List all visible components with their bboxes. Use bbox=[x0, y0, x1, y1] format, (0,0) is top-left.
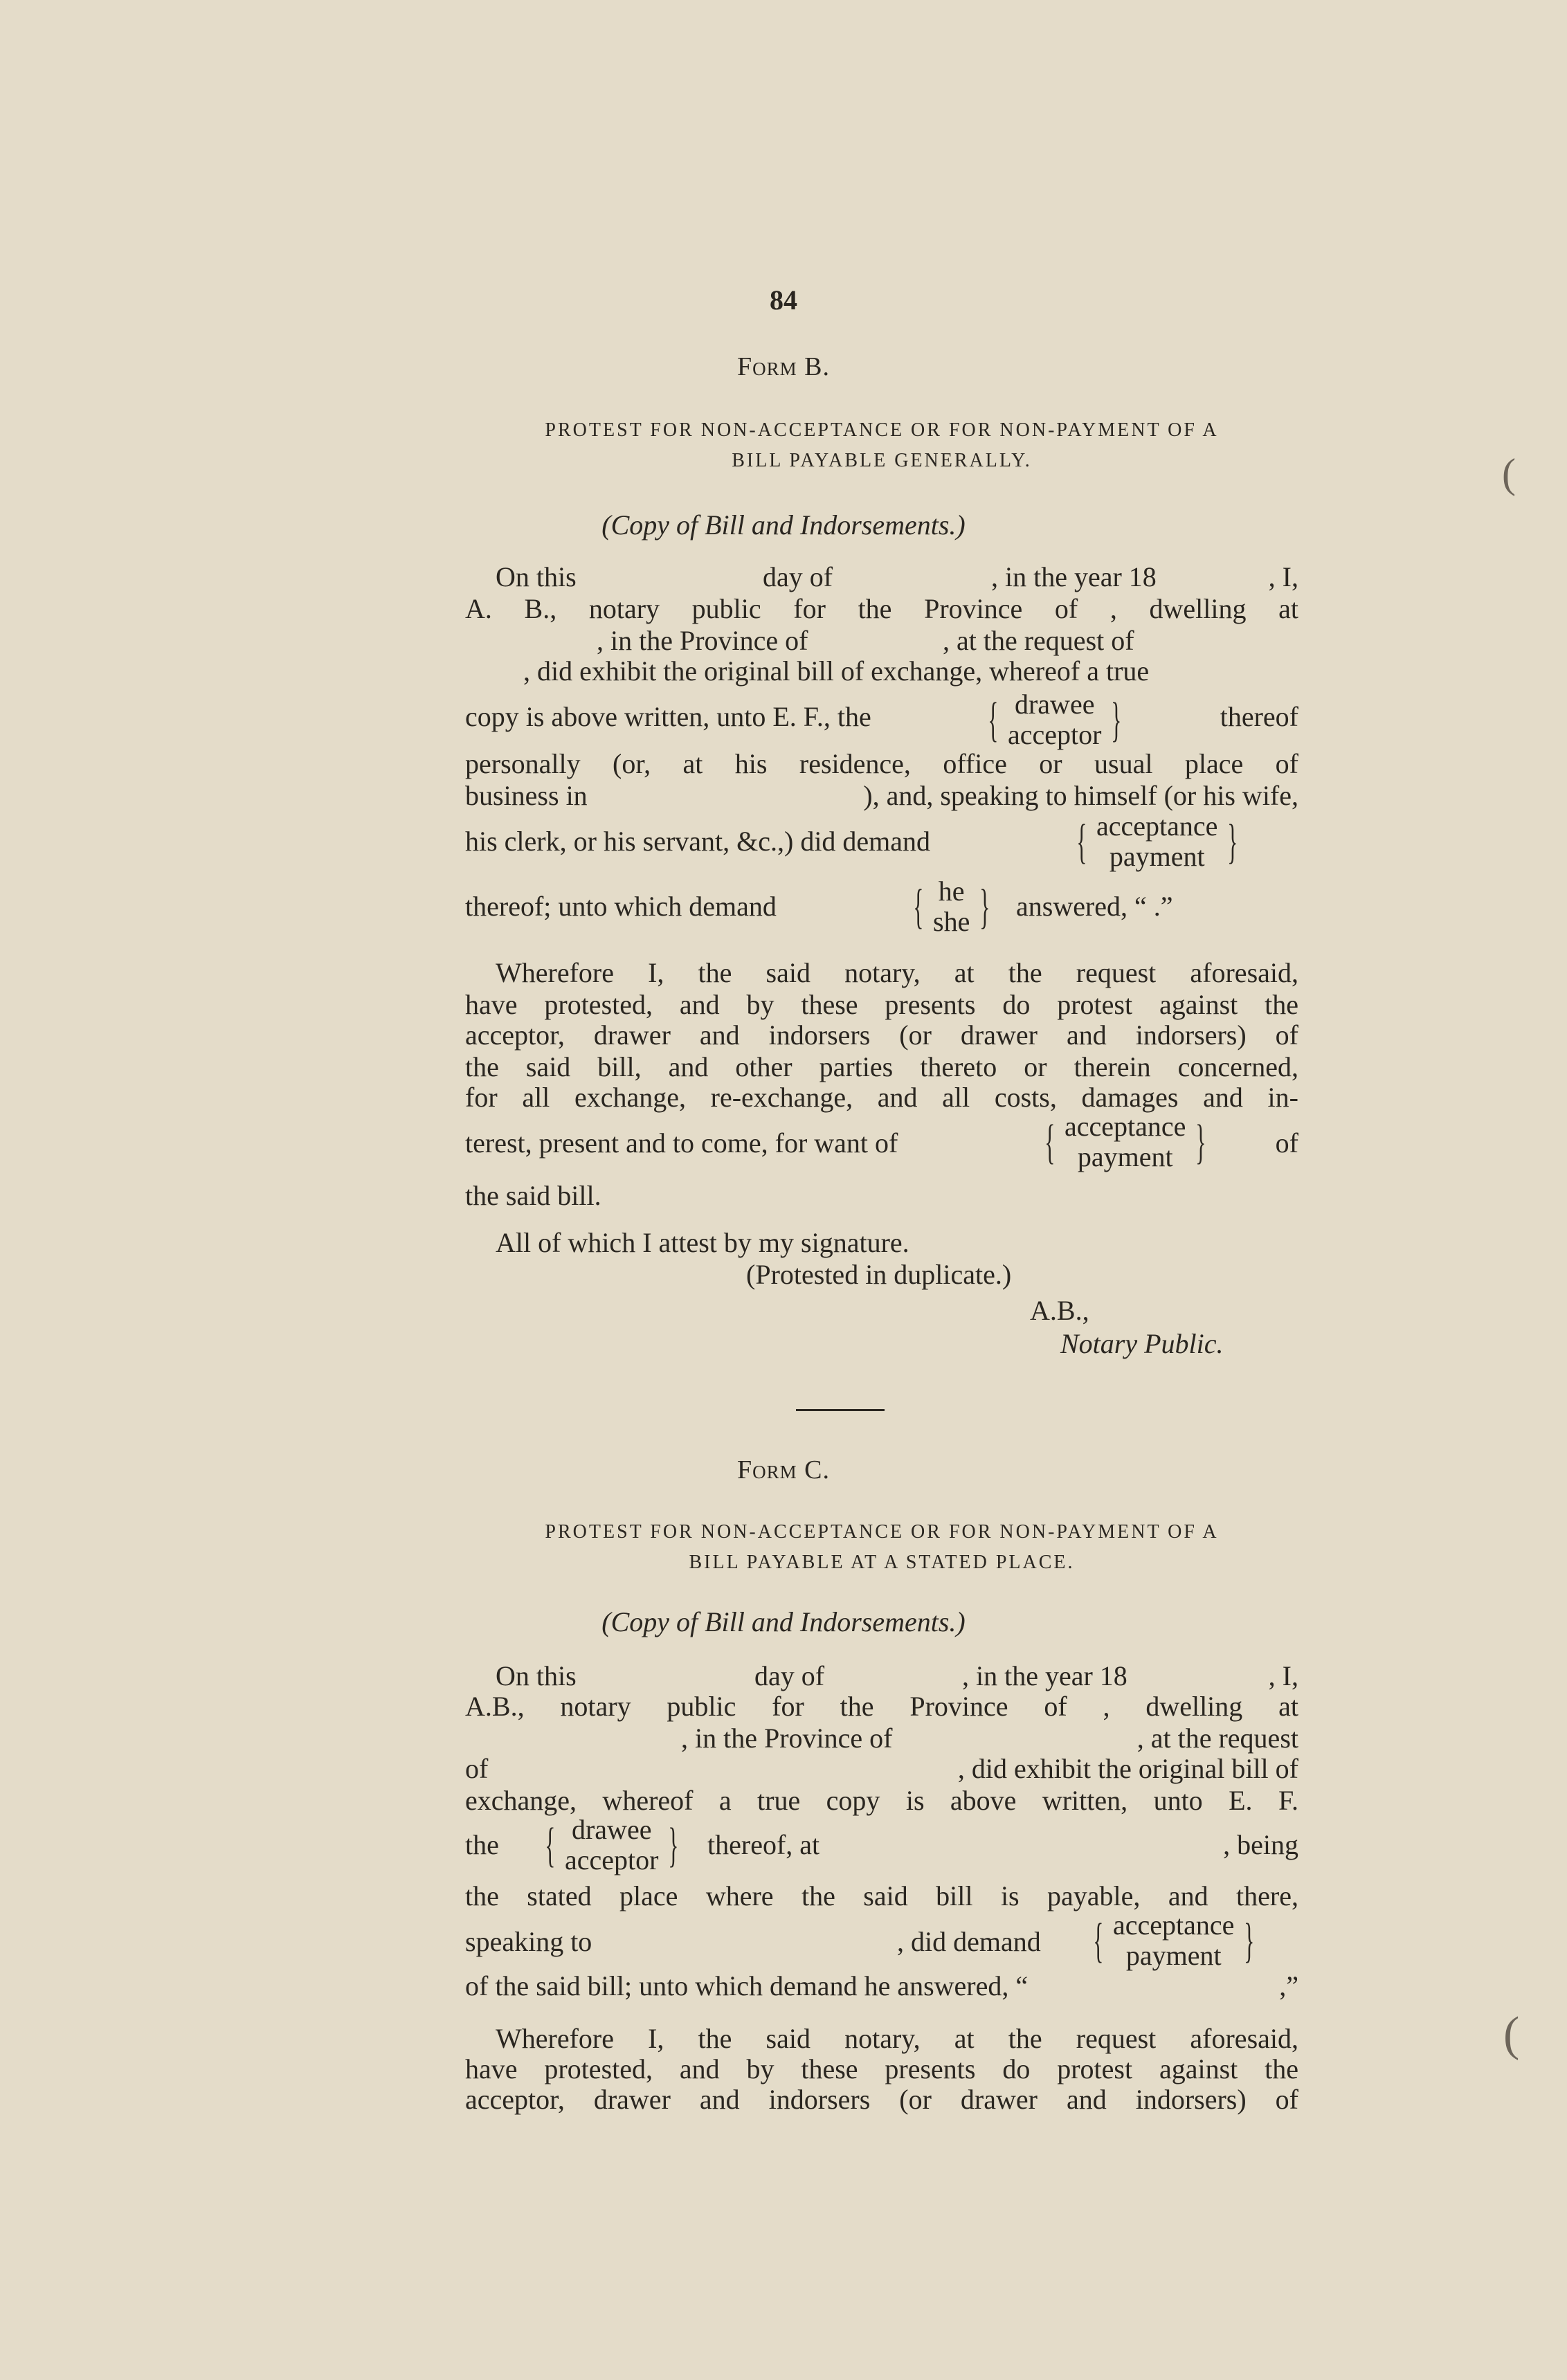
form-c-para2-line-3: acceptor, drawer and indorsers (or drawer and indorsers) of bbox=[465, 2084, 1298, 2115]
form-b-line-8: his clerk, or his servant, &c.,) did demand { acceptance payment } bbox=[465, 810, 1238, 872]
form-b-line-2: A. B., notary public for the Province of , dwelling at bbox=[465, 593, 1298, 624]
he-she-choice: { he she } bbox=[913, 875, 990, 937]
margin-mark-bottom: ( bbox=[1503, 2008, 1520, 2061]
form-b-signer: A.B., bbox=[1030, 1295, 1089, 1326]
document-page: 84 Form B. PROTEST FOR NON-ACCEPTANCE OR FOR NON-PAYMENT OF A BILL PAYABLE GENERALLY. (Copy of Bill and Indorsements.) On this day of , in the year 18 , I, A. B., notary public for the Province of , dwelling at , in the Province of , at the request of , did exhibit the original bill of exchange, whereof a true copy is above written, unto E. F., the { drawee acceptor } thereof personally (or, at his residence, office or usual place of business in ), and, speaking to himself (or his wife, his clerk, or his servant, &c.,) did demand { acceptance payment } thereof; unto which demand { he she } answered, “ .” Wherefore I, the said notary, at the request aforesaid, have protested, and by these presents do protest against the acceptor, drawer and indorsers (or drawer and indorsers) of the said bill, and other parties thereto or therein concerned, for all exchange, re-exchange, and all costs, damages and in- terest, present and to come, for want of { acceptance payment } of the said bill. All of which I attest by my signature. (Protested in duplicate.) A.B., Notary Public. Form C. PROTEST FOR NON-ACCEPTANCE OR FOR NON-PAYMENT OF A BILL PAYABLE AT A STATED PLACE. (Copy of Bill and Indorsements.) On this day of , in the year 18 , I, A.B., notary public for the Province of , dwelling at , in the Province of , at the request of , did exhibit the original bill of exchange, whereof a true copy is above written, unto E. F. the { drawee acceptor } thereof, at , being the stated place where the said bill is payable, and there, speaking to , did demand { acceptance payment } of the said bill; unto which demand he answered, “ ,” Wherefore I, the said notary, at the request aforesaid, have protested, and by these presents do protest against the acceptor, drawer and indorsers (or drawer and indorsers) of ( ( bbox=[0, 0, 1567, 2380]
drawee-acceptor-choice-c: { drawee acceptor } bbox=[545, 1814, 679, 1875]
form-c-line-8: speaking to , did demand { acceptance payment } bbox=[465, 1909, 1255, 1971]
form-b-para2-line-6: terest, present and to come, for want of { acceptance payment } of bbox=[465, 1111, 1298, 1172]
form-c-line-7: the stated place where the said bill is payable, and there, bbox=[465, 1880, 1298, 1911]
form-b-para2-line-7: the said bill. bbox=[465, 1180, 601, 1211]
form-b-copy-note: (Copy of Bill and Indorsements.) bbox=[601, 509, 966, 541]
acceptance-payment-choice: { acceptance payment } bbox=[1076, 810, 1238, 872]
form-c-copy-note: (Copy of Bill and Indorsements.) bbox=[601, 1606, 966, 1637]
margin-mark-top: ( bbox=[1502, 451, 1516, 496]
section-divider bbox=[796, 1409, 885, 1411]
acceptance-payment-choice-2: { acceptance payment } bbox=[1044, 1111, 1206, 1172]
form-c-para2-line-2: have protested, and by these presents do protest against the bbox=[465, 2053, 1298, 2084]
acceptance-payment-choice-c: { acceptance payment } bbox=[1093, 1909, 1255, 1971]
form-b-duplicate-note: (Protested in duplicate.) bbox=[746, 1259, 1012, 1290]
drawee-acceptor-choice: { drawee acceptor } bbox=[988, 689, 1122, 750]
form-b-title: Form B. bbox=[737, 352, 830, 381]
form-b-para2-line-3: acceptor, drawer and indorsers (or drawer and indorsers) of bbox=[465, 1019, 1298, 1051]
form-c-heading-line-1: PROTEST FOR NON-ACCEPTANCE OR FOR NON-PAYMENT OF A bbox=[545, 1521, 1219, 1543]
form-b-para2-line-1: Wherefore I, the said notary, at the request aforesaid, bbox=[496, 957, 1298, 988]
page-number: 84 bbox=[770, 284, 797, 316]
form-b-signer-title: Notary Public. bbox=[1060, 1328, 1224, 1359]
form-c-heading-line-2: BILL PAYABLE AT A STATED PLACE. bbox=[689, 1552, 1075, 1573]
form-b-heading-line-1: PROTEST FOR NON-ACCEPTANCE OR FOR NON-PAYMENT OF A bbox=[545, 419, 1219, 441]
form-b-line-4: , did exhibit the original bill of exchange, whereof a true bbox=[523, 655, 1150, 687]
form-b-line-6: personally (or, at his residence, office or usual place of bbox=[465, 748, 1298, 779]
form-c-title: Form C. bbox=[737, 1455, 830, 1484]
form-c-para2-line-1: Wherefore I, the said notary, at the request aforesaid, bbox=[496, 2023, 1298, 2054]
form-b-para2-line-2: have protested, and by these presents do protest against the bbox=[465, 989, 1298, 1020]
form-b-heading-line-2: BILL PAYABLE GENERALLY. bbox=[732, 450, 1032, 471]
form-b-para2-line-5: for all exchange, re-exchange, and all costs, damages and in- bbox=[465, 1082, 1298, 1113]
form-b-attest: All of which I attest by my signature. bbox=[496, 1227, 909, 1258]
form-b-line-5: copy is above written, unto E. F., the { drawee acceptor } thereof bbox=[465, 689, 1298, 750]
form-c-line-2: A.B., notary public for the Province of , dwelling at bbox=[465, 1691, 1298, 1722]
form-b-para2-line-4: the said bill, and other parties thereto or therein concerned, bbox=[465, 1051, 1298, 1082]
form-c-line-6: the { drawee acceptor } thereof, at , being bbox=[465, 1814, 1298, 1875]
form-b-line-9: thereof; unto which demand { he she } answered, “ .” bbox=[465, 875, 1173, 937]
form-c-line-5: exchange, whereof a true copy is above written, unto E. F. bbox=[465, 1785, 1298, 1816]
